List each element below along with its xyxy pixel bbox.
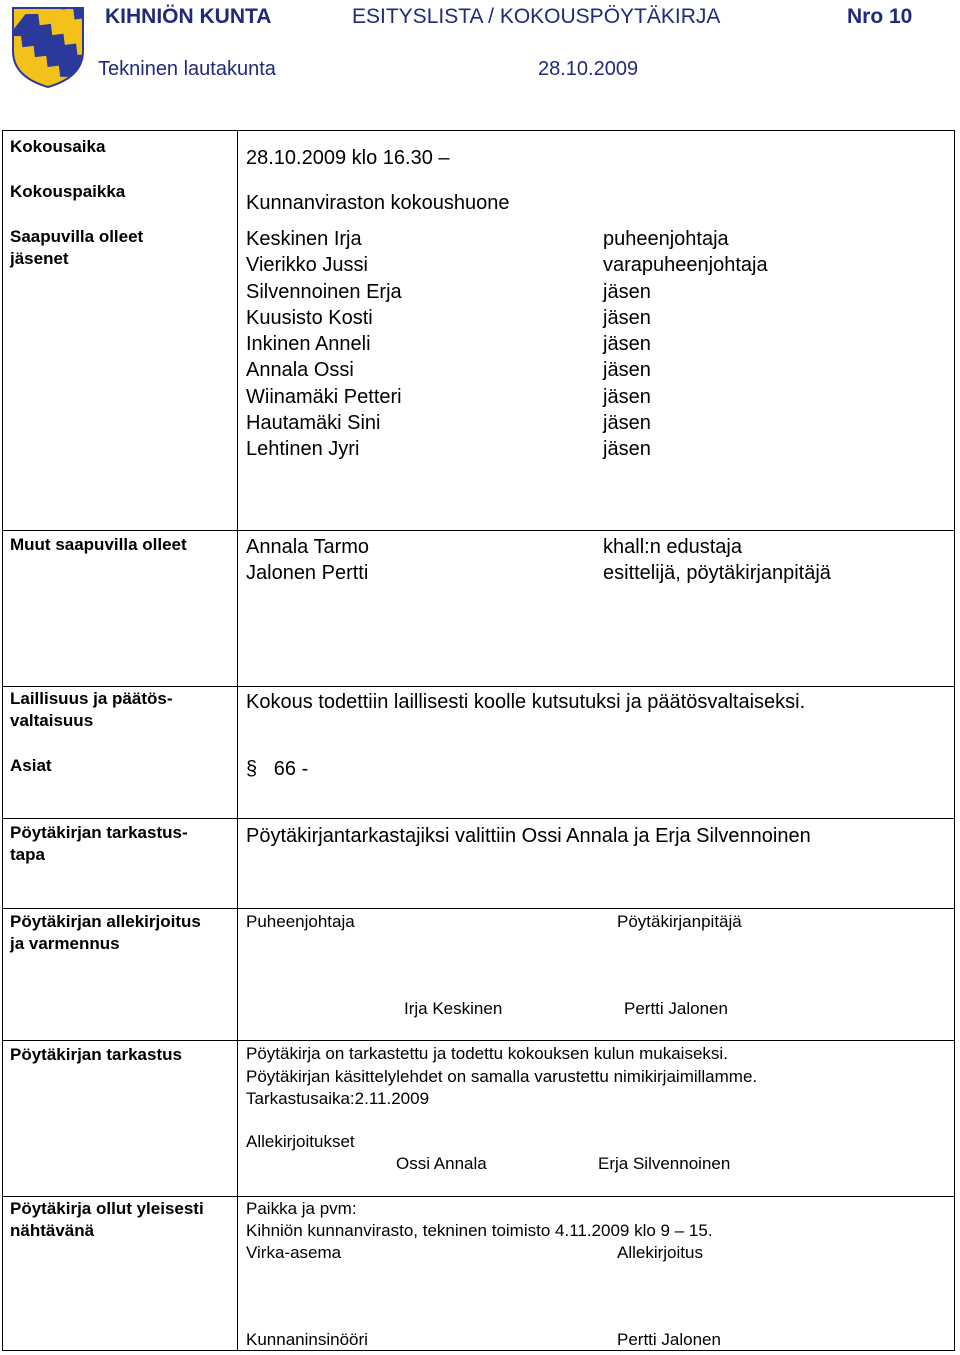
member-name: Lehtinen Jyri [246, 438, 360, 461]
legality-text: Kokous todettiin laillisesti koolle kutsutuksi ja päätösvaltaiseksi. [246, 691, 806, 713]
review-label: Pöytäkirjan tarkastus [10, 1045, 182, 1064]
member-name: Kuusisto Kosti [246, 306, 373, 329]
row-divider [2, 1040, 955, 1041]
review-line-1: Pöytäkirja on tarkastettu ja todettu kokouksen kulun mukaiseksi. [246, 1044, 728, 1063]
secretary-name: Pertti Jalonen [624, 999, 728, 1018]
meeting-time-label: Kokousaika [10, 137, 106, 156]
member-name: Hautamäki Sini [246, 412, 381, 435]
section-sign: § [246, 758, 258, 780]
secretary-title: Pöytäkirjanpitäjä [617, 912, 742, 931]
other-name: Jalonen Pertti [246, 562, 369, 585]
place-date-value: Kihniön kunnanvirasto, tekninen toimisto 4.11.2009 klo 9 – 15. [246, 1221, 713, 1240]
member-name: Inkinen Anneli [246, 333, 371, 356]
legality-label: Laillisuus ja päätös- valtaisuus [10, 689, 173, 730]
other-roles [603, 534, 831, 587]
member-role: jäsen [603, 280, 651, 303]
member-role: jäsen [603, 359, 651, 382]
member-name: Vierikko Jussi [246, 254, 368, 277]
section-range: 66 - [273, 758, 309, 780]
place-date-label: Paikka ja pvm: [246, 1199, 357, 1218]
position-label: Virka-asema [246, 1243, 342, 1262]
signature-label: Allekirjoitus [617, 1243, 703, 1262]
member-role: jäsen [603, 333, 651, 356]
chair-title: Puheenjohtaja [246, 912, 355, 931]
row-divider [2, 686, 955, 687]
member-role: jäsen [603, 385, 651, 408]
member-name: Silvennoinen Erja [246, 280, 402, 303]
review-line-3: Tarkastusaika:2.11.2009 [246, 1089, 430, 1108]
member-name: Keskinen Irja [246, 228, 362, 250]
row-divider [2, 530, 955, 531]
meeting-time-value: 28.10.2009 klo 16.30 – [246, 147, 450, 169]
row-divider [2, 908, 955, 909]
member-role: varapuheenjohtaja [603, 254, 768, 277]
other-names [246, 534, 369, 587]
member-role: jäsen [603, 438, 651, 461]
display-label: Pöytäkirja ollut yleisesti nähtävänä [10, 1199, 204, 1240]
member-role: jäsen [603, 306, 651, 329]
document-title: ESITYSLISTA / KOKOUSPÖYTÄKIRJA [352, 5, 721, 28]
document-number: Nro 10 [847, 5, 913, 28]
municipality-name: KIHNIÖN KUNTA [105, 5, 272, 28]
column-divider [237, 130, 238, 1351]
reviewer-1: Ossi Annala [396, 1154, 487, 1173]
chair-name: Irja Keskinen [404, 999, 503, 1018]
member-name: Wiinamäki Petteri [246, 385, 402, 408]
other-name: Annala Tarmo [246, 536, 370, 558]
items-range [246, 756, 308, 782]
header-date: 28.10.2009 [538, 58, 639, 80]
review-method-text: Pöytäkirjantarkastajiksi valittiin Ossi Annala ja Erja Silvennoinen [246, 825, 811, 847]
board-name: Tekninen lautakunta [98, 58, 276, 80]
other-role: khall:n edustaja [603, 536, 742, 558]
position-value: Kunnaninsinööri [246, 1330, 368, 1349]
display-signer: Pertti Jalonen [617, 1330, 721, 1349]
others-label: Muut saapuvilla olleet [10, 535, 187, 554]
member-names [246, 226, 402, 463]
signatures-label: Allekirjoitukset [246, 1132, 355, 1151]
items-label: Asiat [10, 756, 52, 775]
row-divider [2, 818, 955, 819]
signing-label: Pöytäkirjan allekirjoitus ja varmennus [10, 912, 201, 953]
municipal-crest [10, 5, 86, 89]
member-roles [603, 226, 768, 463]
member-role: jäsen [603, 412, 651, 435]
review-line-2: Pöytäkirjan käsittelylehdet on samalla varustettu nimikirjaimillamme. [246, 1067, 758, 1086]
row-divider [2, 1196, 955, 1197]
reviewer-2: Erja Silvennoinen [598, 1154, 731, 1173]
other-role: esittelijä, pöytäkirjanpitäjä [603, 562, 831, 585]
member-role: puheenjohtaja [603, 228, 729, 250]
members-label: Saapuvilla olleet jäsenet [10, 227, 144, 268]
member-name: Annala Ossi [246, 359, 354, 382]
meeting-place-value: Kunnanviraston kokoushuone [246, 192, 510, 214]
meeting-place-label: Kokouspaikka [10, 182, 126, 201]
review-method-label: Pöytäkirjan tarkastus- tapa [10, 823, 188, 864]
